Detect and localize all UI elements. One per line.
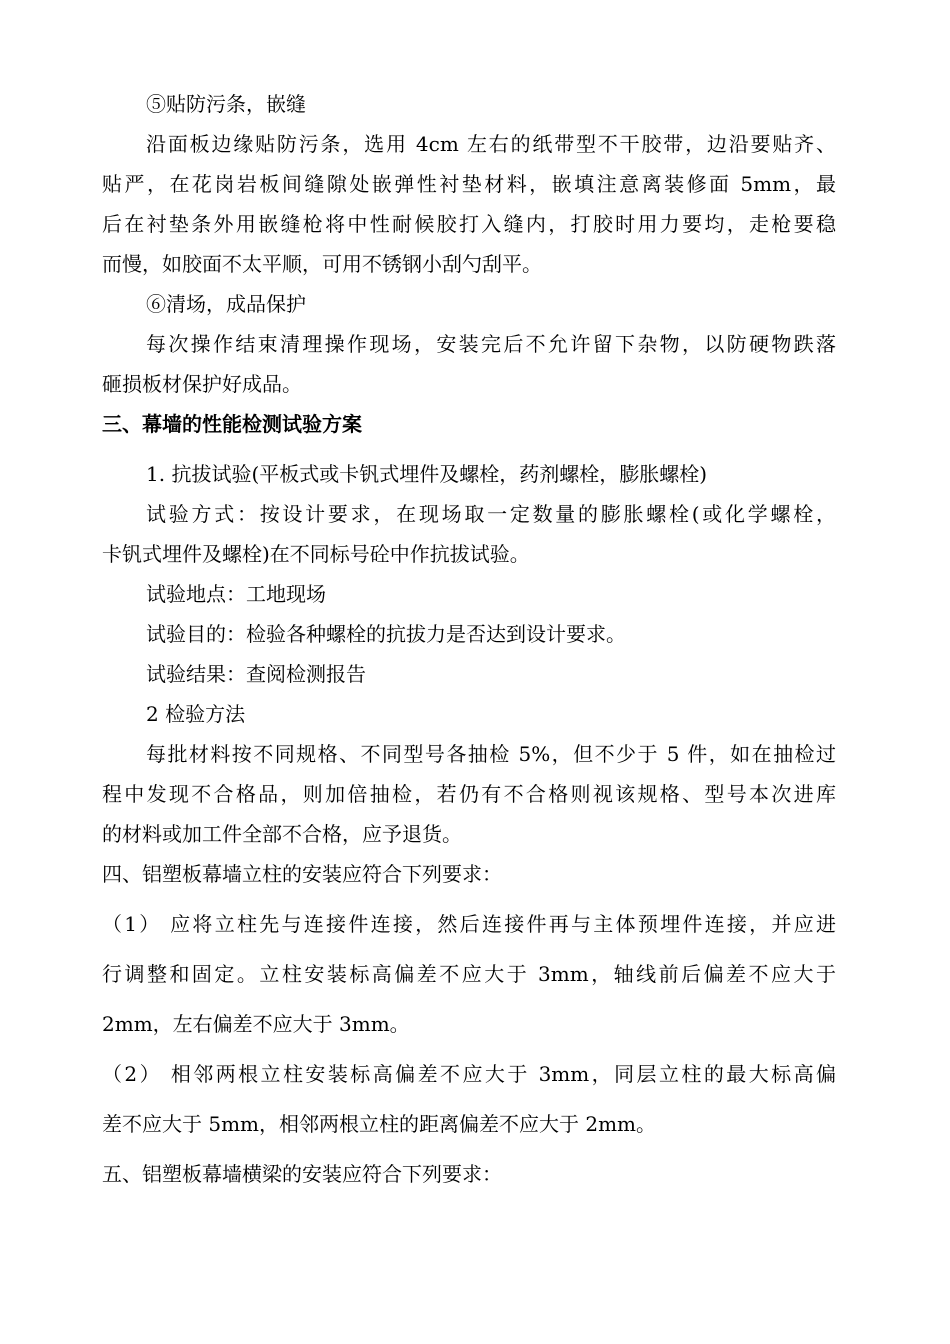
section5-line-1: 沿面板边缘贴防污条，选用 4cm 左右的纸带型不干胶带，边沿要贴齐、 (146, 132, 836, 156)
section5-line-3: 后在衬垫条外用嵌缝枪将中性耐候胶打入缝内，打胶时用力要均，走枪要稳 (102, 212, 836, 236)
section6-line-2: 砸损板材保护好成品。 (102, 372, 302, 396)
section5-line-2: 贴严，在花岗岩板间缝隙处嵌弹性衬垫材料，嵌填注意离装修面 5mm，最 (102, 172, 836, 196)
part3-location: 试验地点：工地现场 (146, 582, 326, 606)
part4-heading: 四、铝塑板幕墙立柱的安装应符合下列要求： (102, 862, 502, 886)
section6-heading: ⑥清场，成品保护 (146, 292, 306, 316)
part3-item1-title: 1. 抗拔试验(平板式或卡钒式埋件及螺栓，药剂螺栓，膨胀螺栓) (146, 462, 708, 486)
part4-req1-line-2: 行调整和固定。立柱安装标高偏差不应大于 3mm，轴线前后偏差不应大于 (102, 962, 836, 986)
part3-item2-title: 2 检验方法 (146, 702, 246, 726)
section5-line-4: 而慢，如胶面不太平顺，可用不锈钢小刮勺刮平。 (102, 252, 542, 276)
part4-req2-line-2: 差不应大于 5mm，相邻两根立柱的距离偏差不应大于 2mm。 (102, 1112, 657, 1136)
part3-purpose: 试验目的：检验各种螺栓的抗拔力是否达到设计要求。 (146, 622, 626, 646)
part4-req1-line-3: 2mm，左右偏差不应大于 3mm。 (102, 1012, 410, 1036)
part4-req2-line-1: （2） 相邻两根立柱安装标高偏差不应大于 3mm，同层立柱的最大标高偏 (102, 1062, 836, 1086)
section5-heading: ⑤贴防污条，嵌缝 (146, 92, 306, 116)
part3-item2-line-3: 的材料或加工件全部不合格，应予退货。 (102, 822, 462, 846)
part4-req1-line-1: （1） 应将立柱先与连接件连接，然后连接件再与主体预埋件连接，并应进 (102, 912, 836, 936)
part3-item2-line-2: 程中发现不合格品，则加倍抽检，若仍有不合格则视该规格、型号本次进库 (102, 782, 836, 806)
part5-heading: 五、铝塑板幕墙横梁的安装应符合下列要求： (102, 1162, 502, 1186)
part3-method-line-1: 试验方式：按设计要求，在现场取一定数量的膨胀螺栓(或化学螺栓， (146, 502, 836, 526)
part3-item2-line-1: 每批材料按不同规格、不同型号各抽检 5%，但不少于 5 件，如在抽检过 (146, 742, 836, 766)
part3-method-line-2: 卡钒式埋件及螺栓)在不同标号砼中作抗拔试验。 (102, 542, 530, 566)
section6-line-1: 每次操作结束清理操作现场，安装完后不允许留下杂物，以防硬物跌落 (146, 332, 836, 356)
part3-heading: 三、幕墙的性能检测试验方案 (102, 412, 362, 436)
part3-result: 试验结果：查阅检测报告 (146, 662, 366, 686)
